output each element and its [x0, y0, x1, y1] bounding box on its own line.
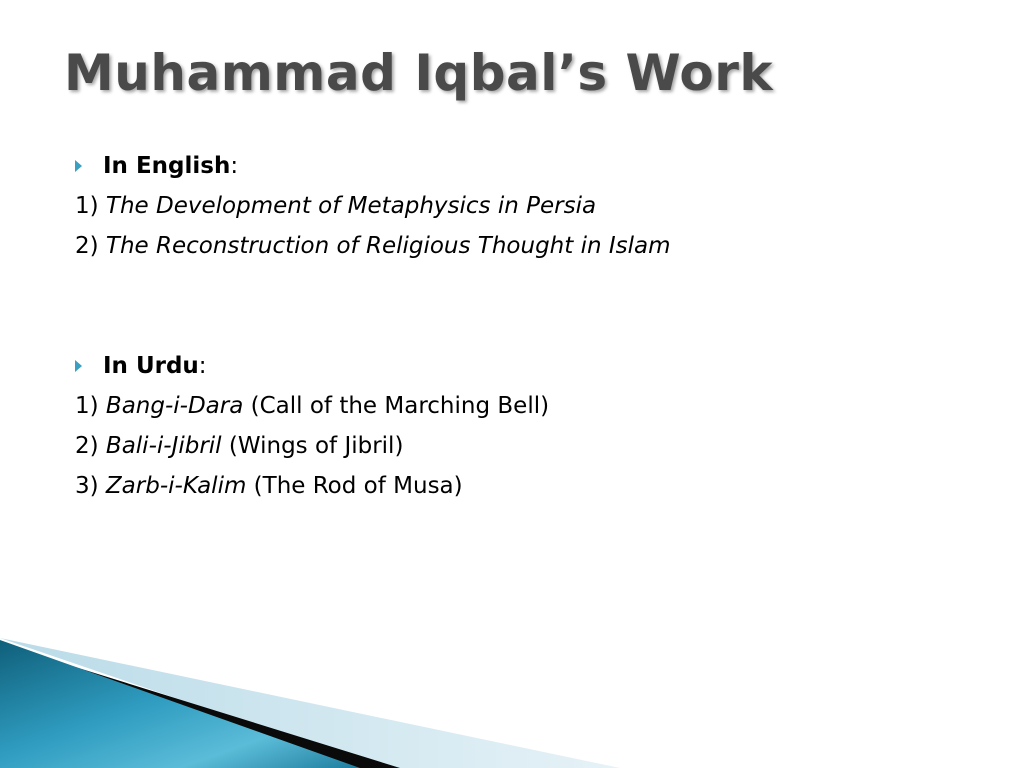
list-item — [75, 226, 975, 266]
corner-decoration — [0, 638, 1024, 768]
item-number: 2) — [75, 433, 106, 459]
triangle-bullet-icon — [75, 360, 82, 372]
work-translation: (Wings of Jibril) — [221, 433, 404, 459]
list-item — [75, 386, 975, 426]
work-title: The Development of Metaphysics in Persia — [105, 193, 597, 219]
work-title: The Reconstruction of Religious Thought in Islam — [105, 233, 671, 259]
section-heading-english — [75, 146, 975, 186]
section-heading-colon: : — [198, 353, 207, 379]
work-title: Bali-i-Jibril — [105, 433, 222, 459]
work-title: Zarb-i-Kalim — [105, 473, 247, 499]
section-heading-label: In Urdu — [103, 353, 199, 379]
item-number: 2) — [75, 233, 106, 259]
triangle-bullet-icon — [75, 160, 82, 172]
section-heading-urdu — [75, 346, 975, 386]
section-heading-label: In English — [103, 153, 231, 179]
section-spacer — [75, 266, 975, 346]
list-item — [75, 186, 975, 226]
section-heading-colon: : — [230, 153, 239, 179]
list-item — [75, 466, 975, 506]
list-item — [75, 426, 975, 466]
slide-body — [75, 146, 975, 506]
work-title: Bang-i-Dara — [105, 393, 244, 419]
slide-title: Muhammad Iqbal’s Work — [64, 44, 774, 102]
work-translation: (The Rod of Musa) — [246, 473, 463, 499]
item-number: 1) — [75, 393, 106, 419]
item-number: 1) — [75, 193, 106, 219]
item-number: 3) — [75, 473, 106, 499]
work-translation: (Call of the Marching Bell) — [243, 393, 550, 419]
